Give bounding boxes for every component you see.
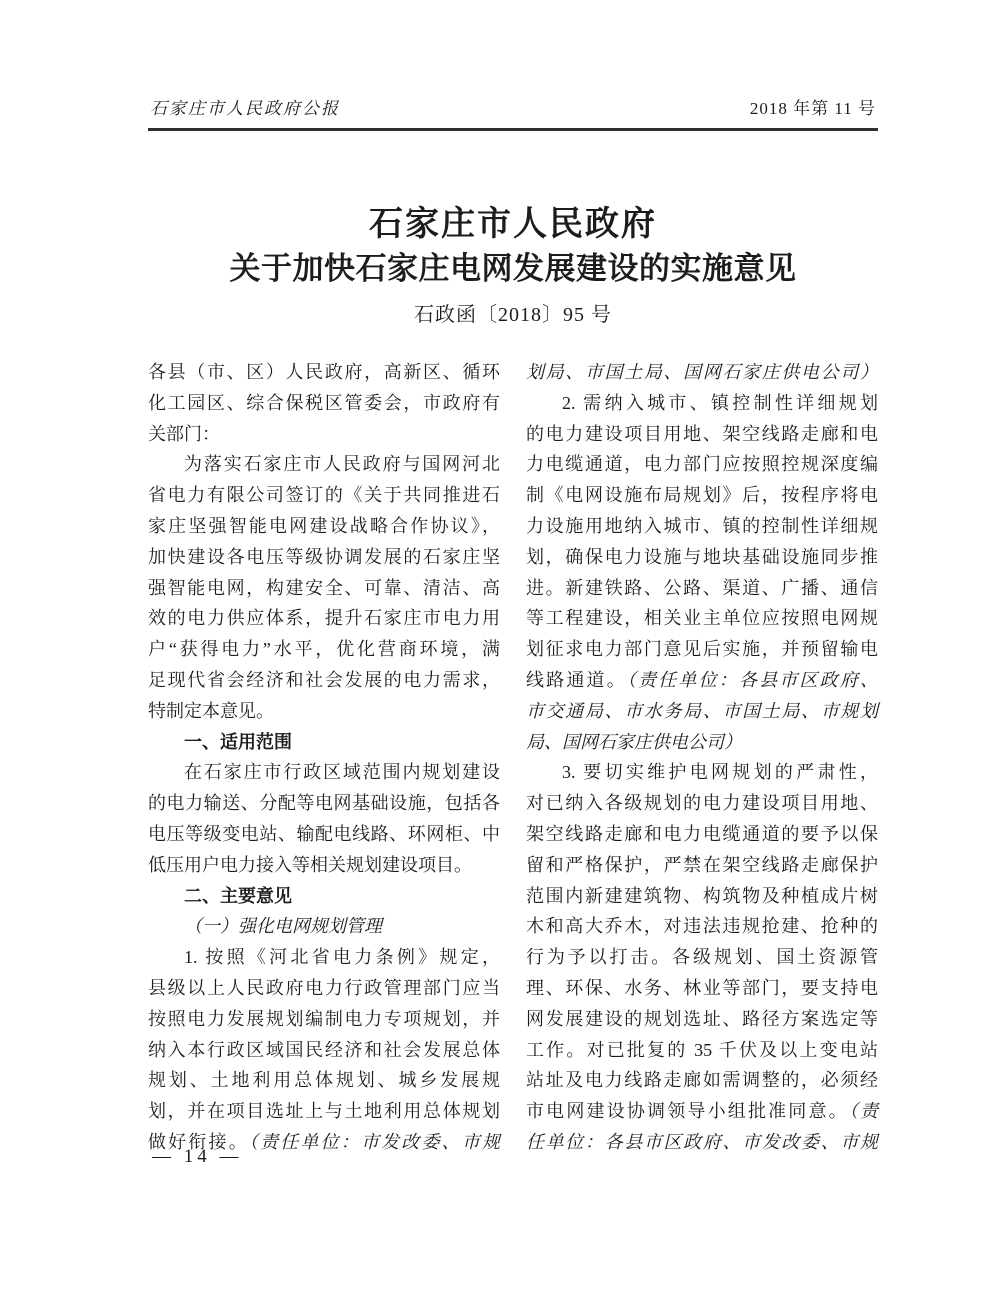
- text-line: [148, 603, 500, 634]
- text-segment: 局、国网石家庄供电公司）: [526, 731, 742, 752]
- text-segment: 县级以上人民政府电力行政管理部门应当: [148, 977, 500, 998]
- text-segment: 理、环保、水务、林业等部门，要支持电: [526, 977, 878, 998]
- text-line: [148, 511, 500, 542]
- text-line: [526, 449, 878, 480]
- text-line: [148, 911, 500, 942]
- text-segment: 电压等级变电站、输配电线路、环网柜、中: [148, 823, 500, 844]
- text-segment: 进。新建铁路、公路、渠道、广播、通信: [526, 577, 878, 598]
- text-segment: 架空线路走廊和电力电缆通道的要予以保: [526, 823, 878, 844]
- text-segment: 加快建设各电压等级协调发展的石家庄坚: [148, 546, 500, 567]
- text-segment: 划局、市国土局、国网石家庄供电公司）: [526, 362, 878, 382]
- gazette-name: 石家庄市人民政府公报: [150, 99, 340, 118]
- text-segment: 强智能电网，构建安全、可靠、清洁、高: [148, 577, 500, 598]
- body-columns: [148, 357, 878, 1158]
- text-line: [526, 850, 878, 881]
- text-line: [526, 542, 878, 573]
- text-line: [526, 1004, 878, 1035]
- text-segment: 1. 按照《河北省电力条例》规定，: [184, 947, 500, 968]
- text-line: [148, 449, 500, 480]
- text-line: [526, 634, 878, 665]
- text-line: [148, 573, 500, 604]
- document-title-line2: 关于加快石家庄电网发展建设的实施意见: [229, 251, 797, 286]
- text-line: [526, 511, 878, 542]
- text-line: [526, 727, 878, 758]
- text-line: [526, 1127, 878, 1158]
- text-line: [148, 357, 500, 388]
- text-segment: （责任单位：各县市区政府、: [626, 669, 879, 690]
- text-segment: 留和严格保护，严禁在架空线路走廊保护: [526, 854, 878, 875]
- document-number: 石政函〔2018〕95 号: [414, 304, 612, 326]
- text-line: [526, 573, 878, 604]
- text-segment: 户“获得电力”水平，优化营商环境，满: [148, 639, 500, 660]
- text-segment: 关部门：: [148, 423, 220, 444]
- text-segment: 的电力建设项目用地、架空线路走廊和电: [526, 423, 878, 444]
- text-segment: 力电缆通道，电力部门应按照控规深度编: [526, 454, 878, 475]
- text-segment: 木和高大乔木，对违法违规抢建、抢种的: [526, 916, 878, 937]
- text-line: [526, 357, 878, 388]
- text-line: [148, 1035, 500, 1066]
- text-segment: 低压用户电力接入等相关规划建设项目。: [148, 854, 472, 875]
- text-segment: 按照电力发展规划编制电力专项规划，并: [148, 1008, 500, 1029]
- text-line: [526, 1035, 878, 1066]
- text-line: [526, 881, 878, 912]
- page-header: [148, 97, 878, 121]
- text-line: [526, 1065, 878, 1096]
- text-segment: 家庄坚强智能电网建设战略合作协议》，: [148, 515, 500, 536]
- text-line: [148, 665, 500, 696]
- text-line: [148, 881, 500, 912]
- text-line: [148, 727, 500, 758]
- text-line: [526, 696, 878, 727]
- text-segment: 足现代省会经济和社会发展的电力需求，: [148, 669, 500, 690]
- right-column: [526, 357, 878, 1158]
- text-segment: 2. 需纳入城市、镇控制性详细规划: [562, 392, 878, 413]
- text-line: [148, 819, 500, 850]
- text-line: [148, 973, 500, 1004]
- text-line: [526, 419, 878, 450]
- text-segment: 范围内新建建筑物、构筑物及种植成片树: [526, 885, 878, 906]
- text-line: [526, 788, 878, 819]
- text-line: [526, 819, 878, 850]
- text-line: [526, 388, 878, 419]
- text-segment: 特制定本意见。: [148, 700, 274, 721]
- text-segment: 划，并在项目选址上与土地利用总体规划: [148, 1101, 500, 1122]
- text-line: [526, 603, 878, 634]
- text-line: [148, 850, 500, 881]
- text-segment: 纳入本行政区域国民经济和社会发展总体: [148, 1039, 500, 1060]
- header-rule: [148, 128, 878, 131]
- text-segment: 做好衔接。: [148, 1131, 249, 1152]
- text-line: [148, 634, 500, 665]
- text-segment: 划，确保电力设施与地块基础设施同步推: [526, 546, 878, 567]
- issue-number: 2018 年第 11 号: [749, 99, 876, 118]
- text-segment: 任单位：各县市区政府、市发改委、市规: [526, 1131, 878, 1152]
- text-line: [526, 942, 878, 973]
- text-segment: 市电网建设协调领导小组批准同意。: [526, 1101, 849, 1122]
- text-segment: 站址及电力线路走廊如需调整的，必须经: [526, 1070, 878, 1091]
- text-segment: 工作。对已批复的 35 千伏及以上变电站: [526, 1039, 878, 1060]
- text-segment: 线路通道。: [526, 669, 627, 690]
- text-segment: 划征求电力部门意见后实施，并预留输电: [526, 639, 878, 660]
- text-segment: 3. 要切实维护电网规划的严肃性，: [562, 762, 878, 783]
- left-column: [148, 357, 500, 1158]
- text-segment: 省电力有限公司签订的《关于共同推进石: [148, 485, 500, 506]
- text-segment: 制《电网设施布局规划》后，按程序将电: [526, 485, 878, 506]
- text-line: [148, 1096, 500, 1127]
- text-line: [526, 1096, 878, 1127]
- text-line: [526, 911, 878, 942]
- text-line: [148, 419, 500, 450]
- text-line: [148, 1004, 500, 1035]
- document-title-line1: 石家庄市人民政府: [369, 206, 657, 243]
- text-segment: 二、主要意见: [184, 885, 292, 906]
- text-segment: 网发展建设的规划选址、路径方案选定等: [526, 1008, 878, 1029]
- text-segment: 市交通局、市水务局、市国土局、市规划: [526, 700, 878, 721]
- text-line: [526, 480, 878, 511]
- page-number: — 14 —: [152, 1146, 243, 1167]
- text-segment: （一）强化电网规划管理: [184, 916, 382, 937]
- text-segment: （责任单位：市发改委、市规: [248, 1131, 501, 1152]
- page-content: [148, 0, 878, 1294]
- text-segment: 化工园区、综合保税区管委会，市政府有: [148, 392, 500, 413]
- text-segment: 为落实石家庄市人民政府与国网河北: [184, 454, 500, 475]
- text-line: [526, 757, 878, 788]
- text-segment: 对已纳入各级规划的电力建设项目用地、: [526, 793, 878, 814]
- text-line: [148, 480, 500, 511]
- text-segment: 效的电力供应体系，提升石家庄市电力用: [148, 608, 500, 629]
- text-line: [148, 542, 500, 573]
- text-line: [148, 788, 500, 819]
- text-line: [148, 942, 500, 973]
- text-line: [148, 696, 500, 727]
- text-line: [526, 665, 878, 696]
- text-segment: 等工程建设，相关业主单位应按照电网规: [526, 608, 878, 629]
- text-line: [148, 757, 500, 788]
- text-segment: （责: [848, 1101, 879, 1122]
- text-segment: 的电力输送、分配等电网基础设施，包括各: [148, 793, 500, 814]
- text-segment: 规划、土地利用总体规划、城乡发展规: [148, 1070, 500, 1091]
- text-segment: 一、适用范围: [184, 731, 292, 752]
- text-segment: 在石家庄市行政区域范围内规划建设: [184, 762, 500, 783]
- text-line: [148, 1065, 500, 1096]
- text-segment: 行为予以打击。各级规划、国土资源管: [526, 947, 878, 968]
- text-segment: 各县（市、区）人民政府，高新区、循环: [148, 362, 500, 382]
- text-line: [148, 388, 500, 419]
- text-segment: 力设施用地纳入城市、镇的控制性详细规: [526, 515, 878, 536]
- text-line: [526, 973, 878, 1004]
